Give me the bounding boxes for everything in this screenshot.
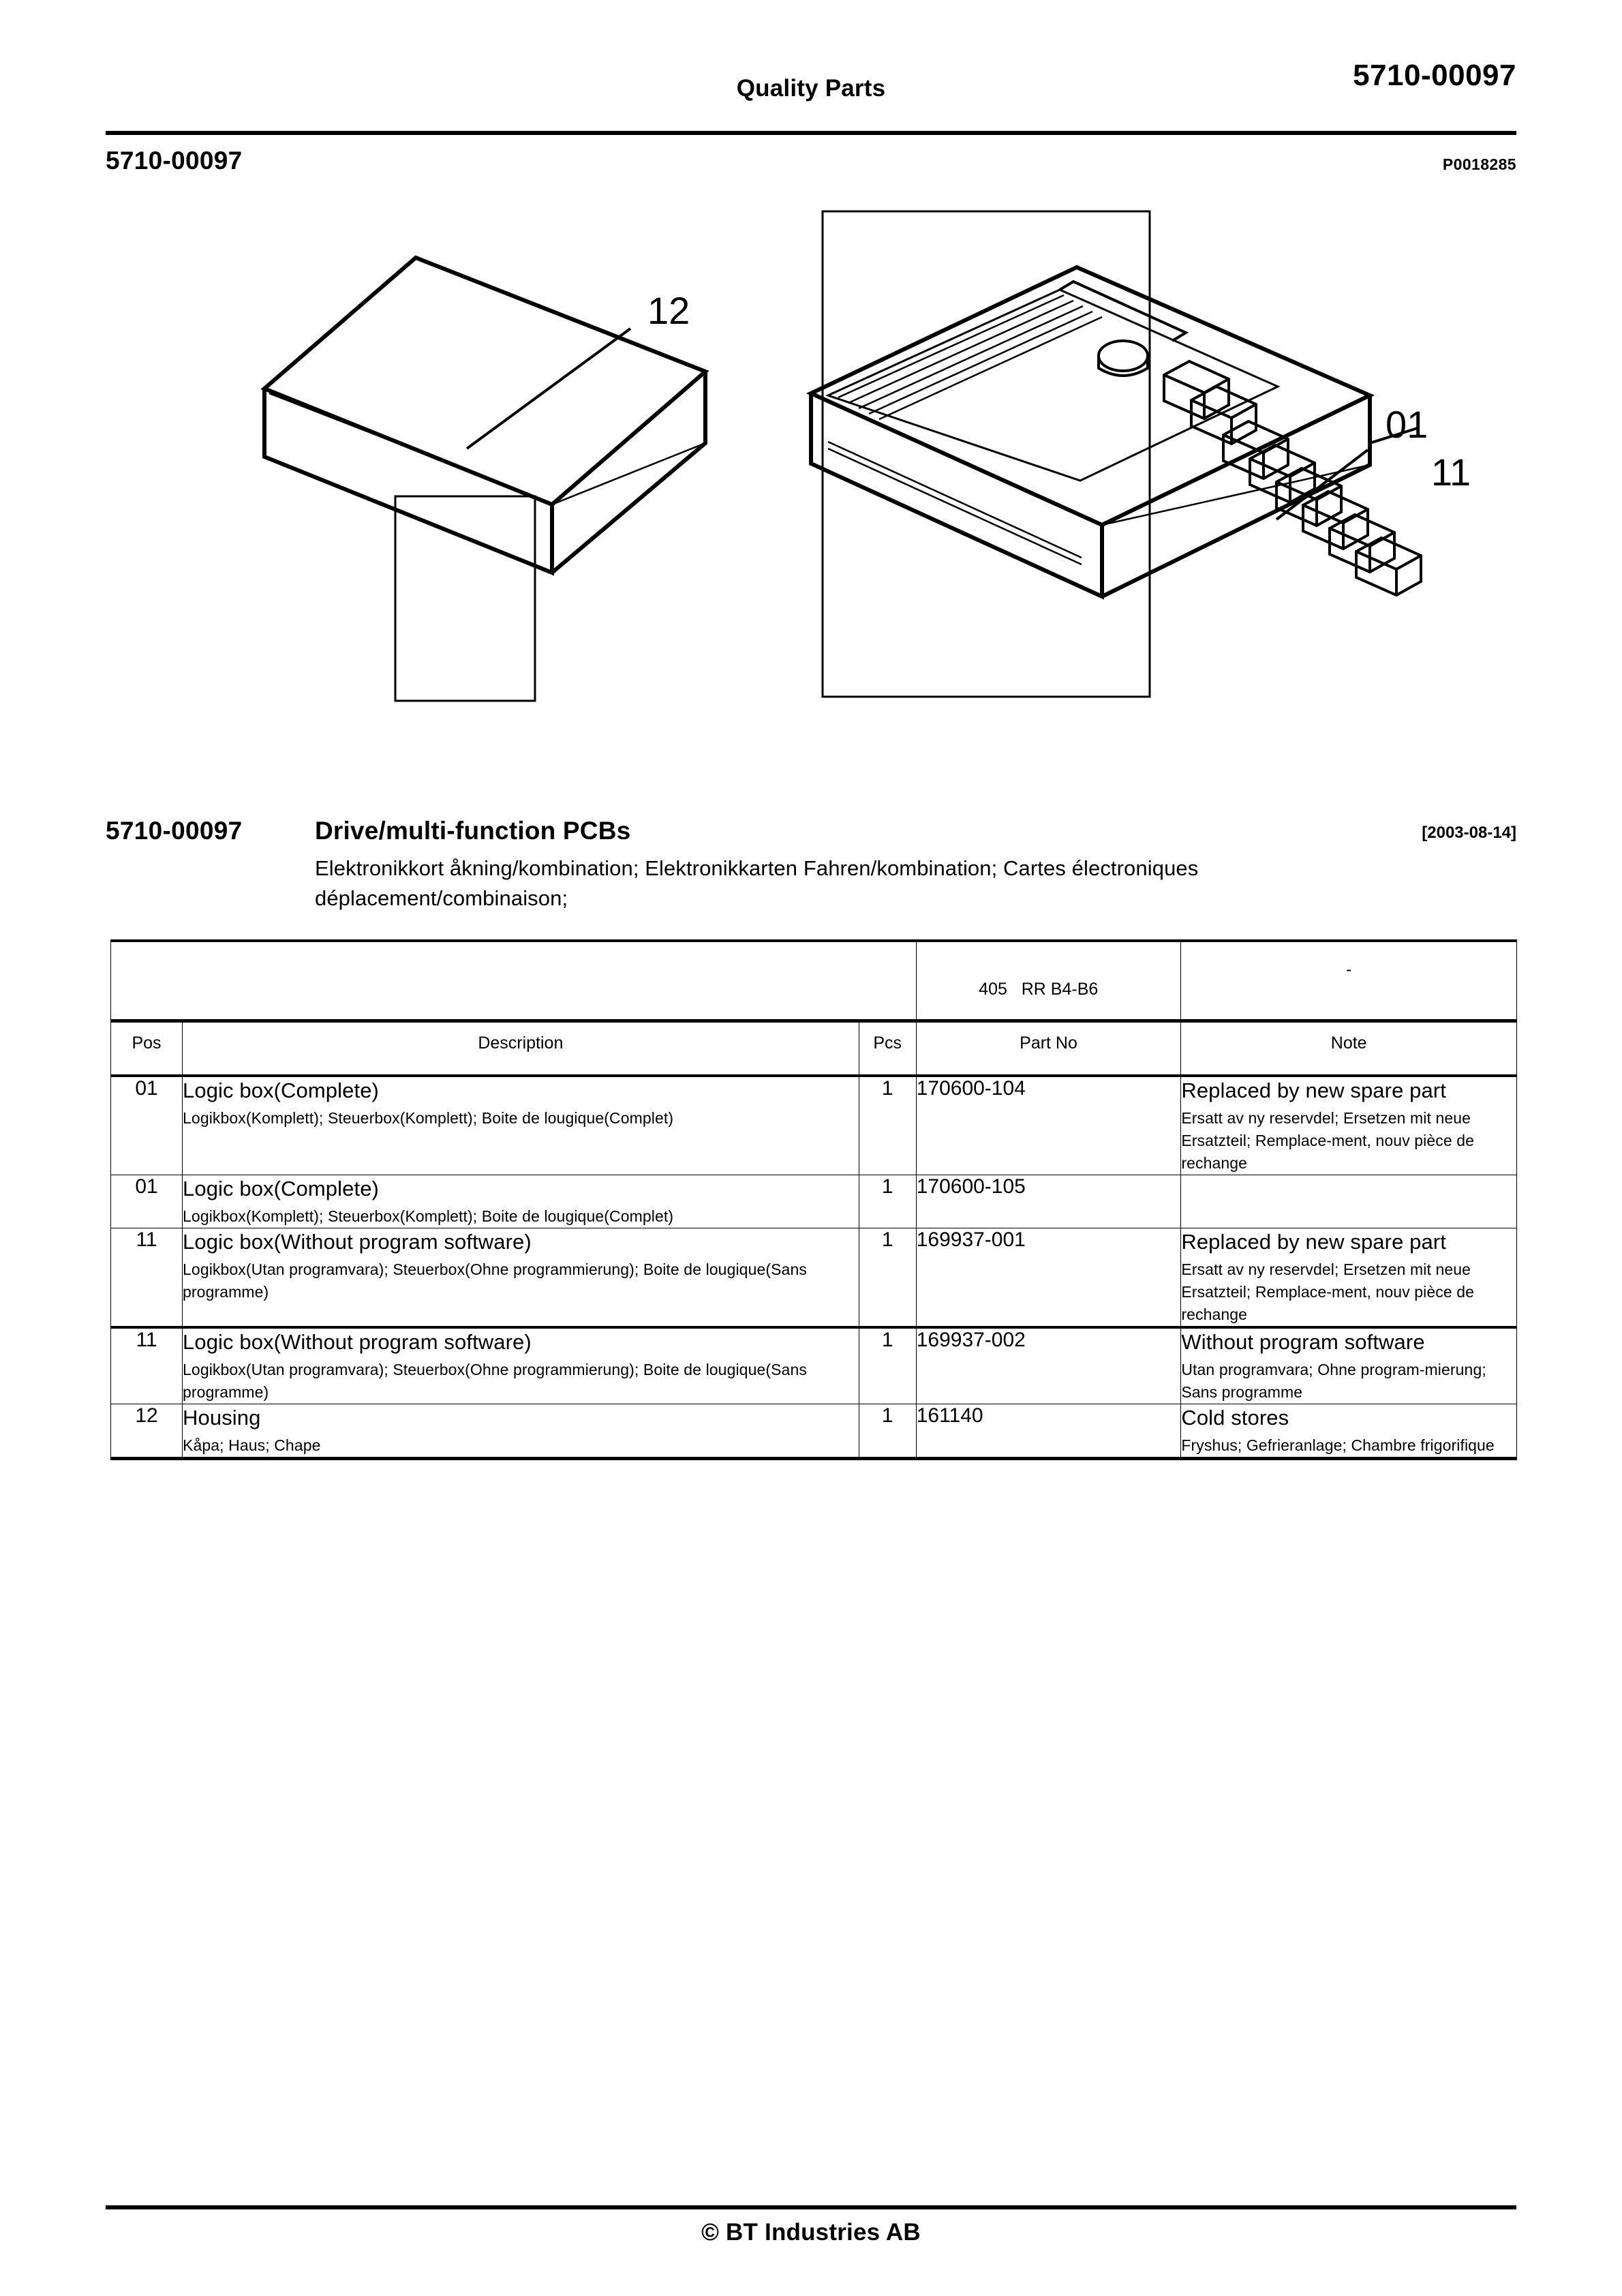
header-divider: [106, 131, 1516, 135]
callout-label-12: 12: [647, 289, 690, 332]
row-description: [183, 1076, 859, 1175]
housing-top-face: [264, 258, 705, 504]
section-date: [2003-08-14]: [1422, 824, 1516, 842]
logicbox-channel: [828, 290, 1278, 481]
row-desc-secondary: Logikbox(Utan programvara); Steuerbox(Ohne programmierung); Boite de lougique(Sans programme): [183, 1260, 807, 1301]
callout-label-01: 01: [1386, 403, 1428, 446]
frame-right-rect: [823, 211, 1150, 697]
rib-line-3: [859, 306, 1083, 408]
row-note: [1181, 1076, 1517, 1175]
row-description: [183, 1327, 859, 1404]
row-pcs: 1: [859, 1228, 916, 1328]
row-note-secondary: Fryshus; Gefrieranlage; Chambre frigorifique: [1181, 1436, 1495, 1454]
row-note-primary: Cold stores: [1181, 1406, 1289, 1430]
table-variant-row: [111, 941, 1517, 1021]
row-note-secondary: Ersatt av ny reservdel; Ersetzen mit neue Ersatzteil; Remplace-ment, nouv pièce de rechange: [1181, 1109, 1475, 1172]
col-header-note: Note: [1181, 1021, 1517, 1076]
header-title: Quality Parts: [736, 75, 886, 102]
subheader-code: 5710-00097: [106, 147, 243, 175]
row-note-primary: Replaced by new spare part: [1181, 1230, 1446, 1254]
row-part-no: 170600-105: [916, 1175, 1181, 1228]
rib-line-2: [848, 301, 1073, 403]
row-pos: 01: [111, 1076, 183, 1175]
table-row[interactable]: [111, 1228, 1517, 1328]
row-desc-primary: Logic box(Complete): [183, 1177, 379, 1200]
row-note-secondary: Utan programvara; Ohne program-mierung; Sans programme: [1181, 1361, 1486, 1401]
variant-code: 405: [979, 980, 1007, 999]
row-pcs: 1: [859, 1327, 916, 1404]
rib-line-5: [879, 317, 1102, 419]
row-desc-secondary: Logikbox(Komplett); Steuerbox(Komplett); Boite de lougique(Complet): [183, 1109, 674, 1127]
section-subtitle: Elektronikkort åkning/kombination; Elektronikkarten Fahren/kombination; Cartes électroniques déplacement/combinaison;: [315, 856, 1199, 910]
table-header-row: [111, 1021, 1517, 1076]
variant-blank-cell: [111, 941, 917, 1021]
footer-divider: [106, 2205, 1516, 2209]
header-part-code: 5710-00097: [1353, 59, 1516, 92]
row-note: [1181, 1327, 1517, 1404]
row-desc-secondary: Logikbox(Komplett); Steuerbox(Komplett); Boite de lougique(Complet): [183, 1207, 674, 1225]
row-note: [1181, 1228, 1517, 1328]
logicbox-right-face: [1102, 395, 1370, 596]
housing-right-face: [552, 372, 705, 573]
row-desc-primary: Housing: [183, 1406, 261, 1430]
col-header-desc: Description: [183, 1021, 859, 1076]
rib-line-1: [838, 295, 1064, 397]
row-part-no: 170600-104: [916, 1076, 1181, 1175]
row-description: [183, 1175, 859, 1228]
row-pcs: 1: [859, 1076, 916, 1175]
exploded-parts-diagram: [106, 170, 1516, 804]
row-pos: 01: [111, 1175, 183, 1228]
section-title: Drive/multi-function PCBs: [315, 817, 631, 845]
variant-model-cell: [916, 941, 1181, 1021]
row-note: [1181, 1404, 1517, 1459]
callout-label-11: 11: [1431, 451, 1471, 494]
row-pcs: 1: [859, 1404, 916, 1459]
row-note-secondary: Ersatt av ny reservdel; Ersetzen mit neue Ersatzteil; Remplace-ment, nouv pièce de rechange: [1181, 1260, 1475, 1323]
channel-lower-line-2: [828, 449, 1082, 564]
footer-copyright: © BT Industries AB: [701, 2219, 921, 2246]
row-pos: 11: [111, 1228, 183, 1328]
row-desc-secondary: Kåpa; Haus; Chape: [183, 1436, 321, 1454]
row-part-no: 169937-001: [916, 1228, 1181, 1328]
row-desc-secondary: Logikbox(Utan programvara); Steuerbox(Ohne programmierung); Boite de lougique(Sans programme): [183, 1361, 807, 1401]
callout-12-leader: [467, 329, 630, 449]
logicbox-front-face: [811, 393, 1102, 596]
col-header-pcs: Pcs: [859, 1021, 916, 1076]
diagram-svg: [106, 170, 1516, 804]
subheader-reference: P0018285: [1442, 155, 1516, 173]
row-desc-primary: Logic box(Without program software): [183, 1330, 532, 1354]
row-part-no: 169937-002: [916, 1327, 1181, 1404]
screw-cap-icon: [1099, 341, 1148, 376]
row-description: [183, 1404, 859, 1459]
table-row[interactable]: [111, 1076, 1517, 1175]
row-pos: 11: [111, 1327, 183, 1404]
row-note-primary: Replaced by new spare part: [1181, 1078, 1446, 1102]
parts-table: [110, 939, 1517, 1460]
row-desc-primary: Logic box(Complete): [183, 1078, 379, 1102]
col-header-pos: Pos: [111, 1021, 183, 1076]
col-header-partno: Part No: [916, 1021, 1181, 1076]
logicbox-ledge: [1060, 282, 1186, 341]
row-description: [183, 1228, 859, 1328]
row-pcs: 1: [859, 1175, 916, 1228]
section-code: 5710-00097: [106, 817, 243, 845]
row-note: [1181, 1175, 1517, 1228]
table-row[interactable]: [111, 1327, 1517, 1404]
variant-dash-cell: -: [1181, 941, 1517, 1021]
page-header: [106, 59, 1516, 123]
frame-left-rect: [395, 496, 535, 701]
row-pos: 12: [111, 1404, 183, 1459]
variant-model: RR B4-B6: [1021, 980, 1099, 999]
row-desc-primary: Logic box(Without program software): [183, 1230, 532, 1254]
row-part-no: 161140: [916, 1404, 1181, 1459]
table-row[interactable]: [111, 1404, 1517, 1459]
housing-edge-inner: [552, 443, 705, 504]
table-row[interactable]: [111, 1175, 1517, 1228]
housing-top-inner-line: [269, 393, 550, 502]
row-note-primary: Without program software: [1181, 1330, 1425, 1354]
